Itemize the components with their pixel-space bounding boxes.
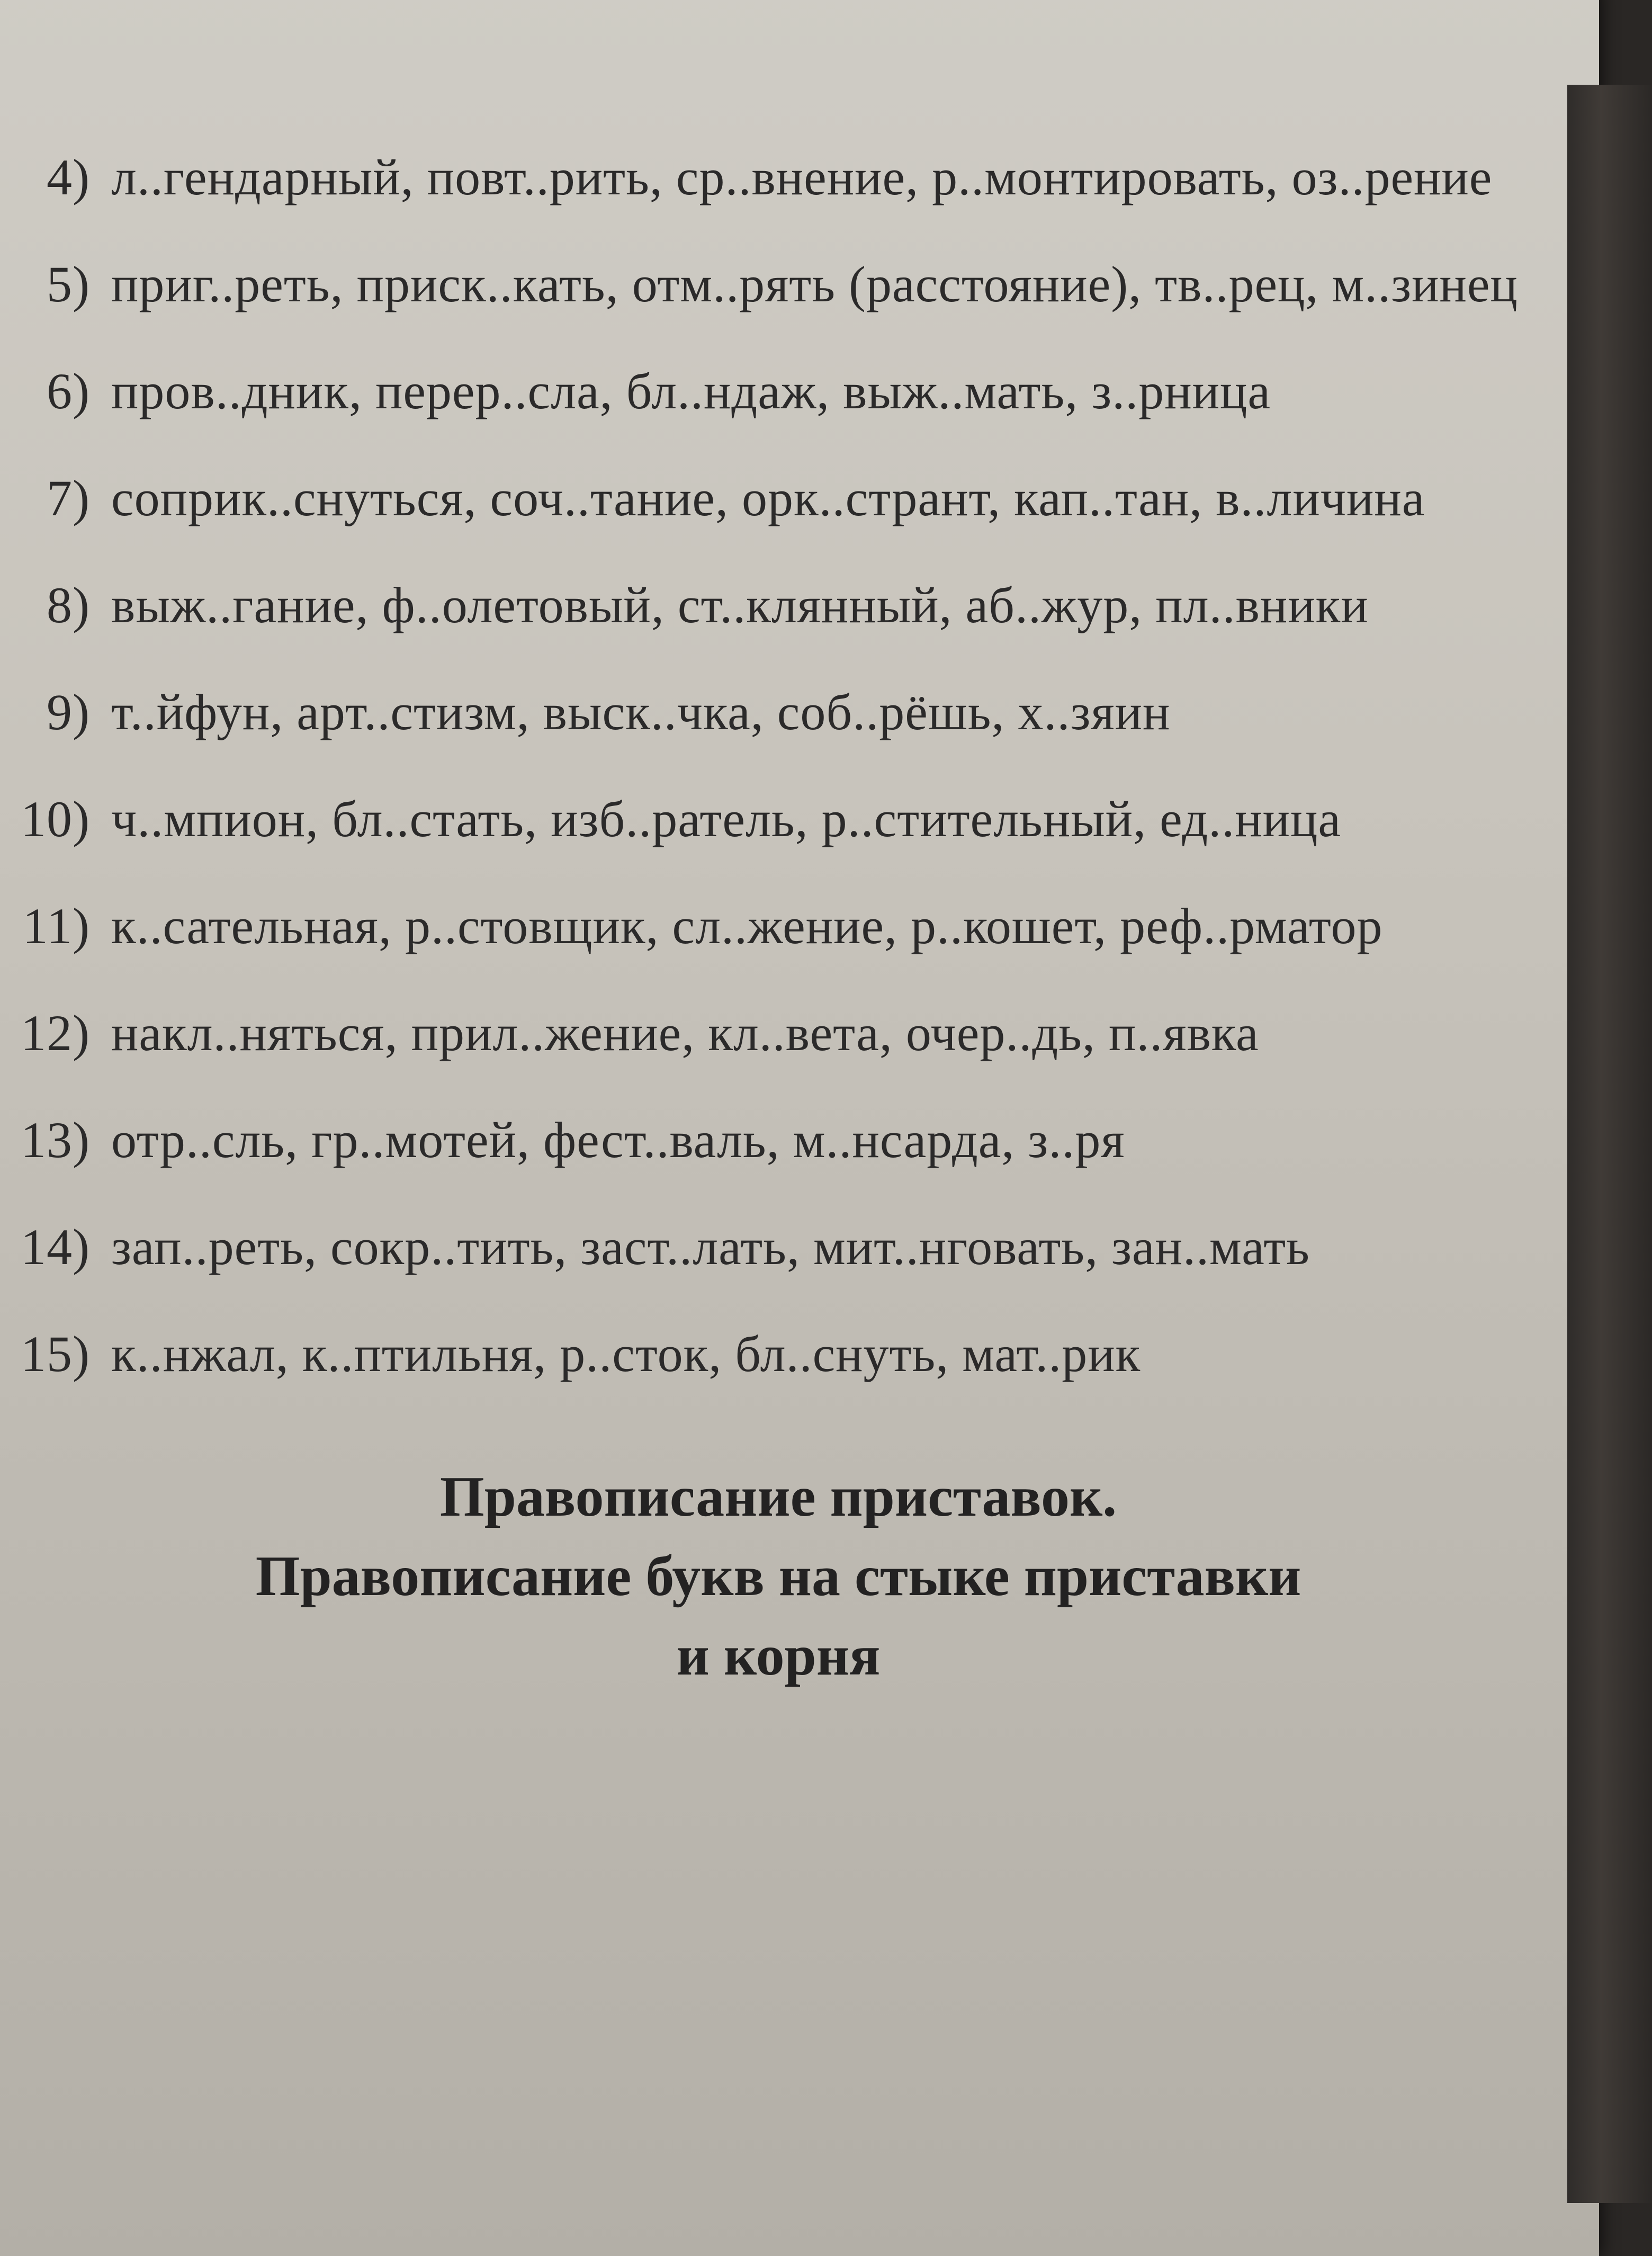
- exercise-item-7: [0, 459, 1578, 538]
- item-text: выж..гание, ф..олетовый, ст..клянный, аб..жур, пл..вники: [111, 577, 1369, 633]
- item-number: 14): [21, 1219, 90, 1275]
- item-text: соприк..снуться, соч..тание, орк..странт, кап..тан, в..личина: [111, 470, 1425, 526]
- item-number: 9): [47, 684, 90, 740]
- item-number: 7): [47, 470, 90, 526]
- adjacent-page-edge: [1567, 85, 1652, 2203]
- item-text: пров..дник, перер..сла, бл..ндаж, выж..мать, з..рница: [111, 363, 1271, 419]
- exercise-item-4: [0, 138, 1578, 217]
- item-number: 15): [21, 1326, 90, 1382]
- page-content: [0, 138, 1578, 1696]
- exercise-list: [0, 138, 1578, 1394]
- item-number: 13): [21, 1112, 90, 1168]
- item-text: к..сательная, р..стовщик, сл..жение, р..кошет, реф..рматор: [111, 898, 1383, 954]
- item-text: т..йфун, арт..стизм, выск..чка, соб..рёшь, х..зяин: [111, 684, 1171, 740]
- item-number: 8): [47, 577, 90, 633]
- item-text: ч..мпион, бл..стать, изб..ратель, р..стительный, ед..ница: [111, 791, 1341, 847]
- item-number: 4): [47, 149, 90, 205]
- exercise-item-9: [0, 673, 1578, 752]
- item-number: 12): [21, 1005, 90, 1061]
- exercise-item-13: [0, 1100, 1578, 1180]
- item-text: к..нжал, к..птильня, р..сток, бл..снуть, мат..рик: [111, 1326, 1141, 1382]
- item-text: зап..реть, сокр..тить, заст..лать, мит..нговать, зан..мать: [111, 1219, 1310, 1275]
- item-number: 6): [47, 363, 90, 419]
- item-text: отр..сль, гр..мотей, фест..валь, м..нсарда, з..ря: [111, 1112, 1125, 1168]
- exercise-item-5: [0, 245, 1578, 324]
- exercise-item-15: [0, 1314, 1578, 1394]
- item-text: накл..няться, прил..жение, кл..вета, очер..дь, п..явка: [111, 1005, 1259, 1061]
- section-heading-line-2: Правописание букв на стыке приставки: [255, 1545, 1301, 1608]
- item-text: л..гендарный, повт..рить, ср..внение, р..монтировать, оз..рение: [111, 149, 1493, 205]
- section-heading: [0, 1457, 1578, 1696]
- item-text: приг..реть, приск..кать, отм..рять (расстояние), тв..рец, м..зинец: [111, 256, 1518, 312]
- exercise-item-6: [0, 352, 1578, 431]
- exercise-item-8: [0, 566, 1578, 645]
- item-number: 11): [22, 898, 90, 954]
- exercise-item-11: [0, 887, 1578, 966]
- section-heading-line-1: Правописание приставок.: [439, 1465, 1117, 1528]
- exercise-item-14: [0, 1207, 1578, 1287]
- exercise-item-10: [0, 780, 1578, 859]
- exercise-item-12: [0, 993, 1578, 1073]
- section-heading-line-3: и корня: [676, 1624, 881, 1687]
- item-number: 10): [21, 791, 90, 847]
- item-number: 5): [47, 256, 90, 312]
